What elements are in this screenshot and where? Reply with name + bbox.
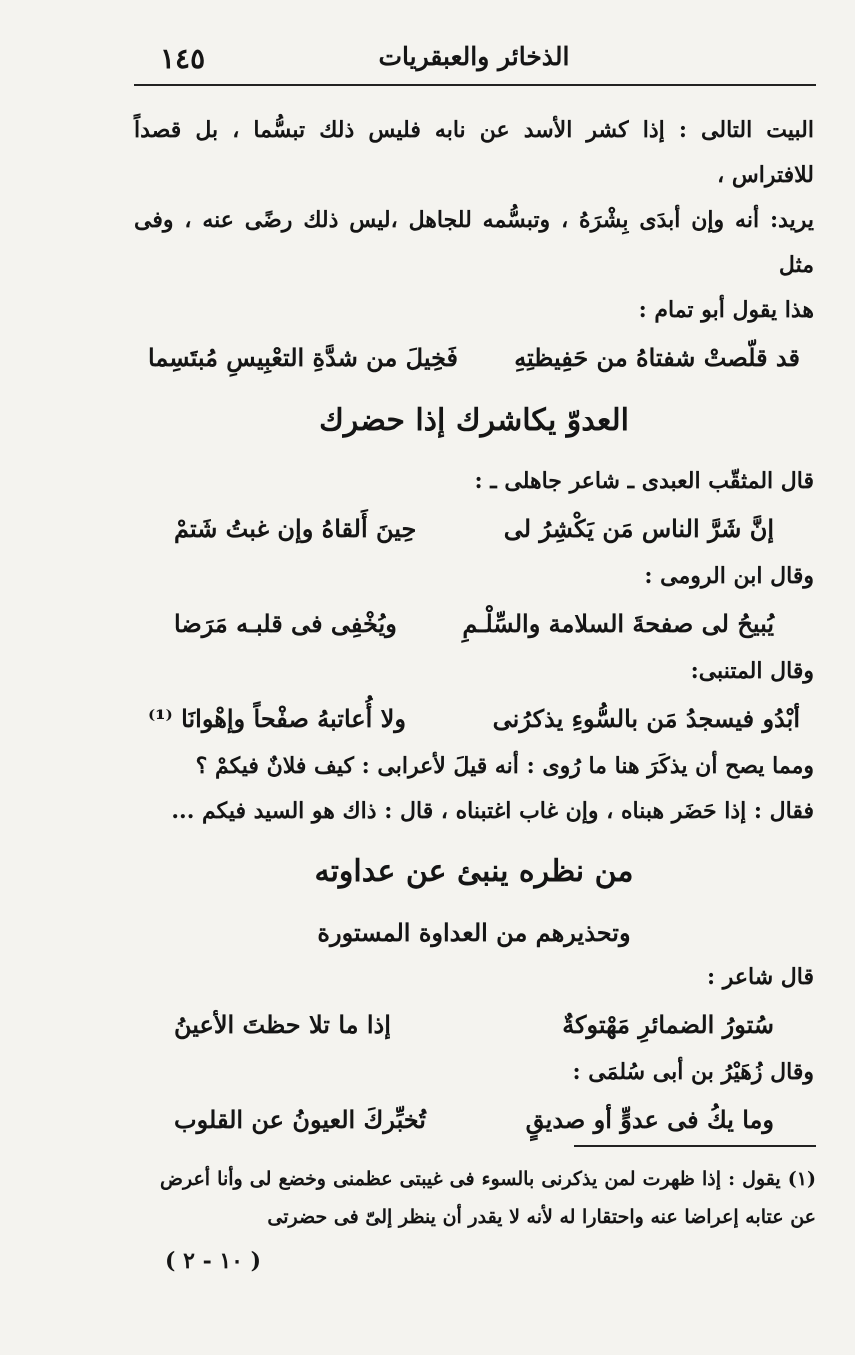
- verse: [134, 1095, 814, 1145]
- paragraph: هذا يقول أبو تمام :: [638, 297, 814, 323]
- paragraph: وقال زُهَيْرُ بن أبى سُلمَى :: [572, 1059, 814, 1085]
- verse-hemistich-second: إذا ما تلا حظتَ الأعينُ: [174, 1010, 391, 1039]
- paragraph: وقال ابن الرومى :: [644, 563, 814, 589]
- verse: [134, 504, 814, 554]
- body-text: [134, 108, 814, 1145]
- verse-hemistich-first: أبْدُو فيسجدُ مَن بالسُّوءِ يذكرُنى: [492, 704, 800, 733]
- verse-hemistich-first: يُبيحُ لى صفحةَ السلامة والسِّلْـمِ: [462, 609, 774, 638]
- signature-mark: ( ١٠ - ٢ ): [165, 1248, 262, 1274]
- verse-hemistich-second: حِينَ أَلقاهُ وإن غبتُ شَتمْ: [174, 514, 417, 543]
- verse-hemistich-second: فَخِيلَ من شدَّةِ التعْبِيسِ مُبتَسِما: [148, 343, 459, 372]
- paragraph: فقال : إذا حَضَر هبناه ، وإن غاب اغتبناه ، قال : ذاك هو السيد فيكم ...: [171, 798, 814, 824]
- header-rule: [134, 84, 816, 86]
- section-subheading: وتحذيرهم من العداوة المستورة: [317, 918, 631, 947]
- verse: [134, 599, 814, 649]
- footnote-rule: [574, 1145, 816, 1147]
- page-number: ١٤٥: [160, 42, 206, 75]
- paragraph: قال المثقّب العبدى ـ شاعر جاهلى ـ :: [474, 468, 814, 494]
- verse-hemistich-second: ولا أُعاتبهُ صفْحاً وإهْوانَا ⁽¹⁾: [148, 704, 406, 733]
- paragraph: وقال المتنبى:: [690, 658, 814, 684]
- page-header: [134, 42, 814, 82]
- section-heading: من نظره ينبئ عن عداوته: [314, 854, 634, 889]
- paragraph: البيت التالى : إذا كشر الأسد عن نابه فليس ذلك تبسُّما ، بل قصداً للافتراس ،: [134, 117, 814, 188]
- verse-hemistich-first: قد قلّصتْ شفتاهُ من حَفِيظتِهِ: [514, 343, 800, 372]
- paragraph: يريد: أنه وإن أبدَى بِشْرَهُ ، وتبسُّمه للجاهل ،ليس ذلك رضًى عنه ، وفى مثل: [134, 207, 814, 278]
- running-title: الذخائر والعبقريات: [378, 42, 570, 71]
- verse: [134, 333, 814, 383]
- verse-hemistich-first: إنَّ شَرَّ الناس مَن يَكْشِرُ لى: [503, 514, 774, 543]
- footnote: (١) يقول : إذا ظهرت لمن يذكرنى بالسوء فى غيبتى عظمنى وخضع لى وأنا أعرض عن عتابه إعراضا عنه واحتقارا له لأنه لا يقدر أن ينظر إلىّ فى حضرتى: [160, 1168, 816, 1228]
- verse-hemistich-first: سُتورُ الضمائرِ مَهْتوكةٌ: [562, 1010, 774, 1039]
- verse: [134, 694, 814, 744]
- verse: [134, 1000, 814, 1050]
- verse-hemistich-second: ويُخْفِى فى قلبـه مَرَضا: [174, 609, 397, 638]
- paragraph: قال شاعر :: [706, 964, 814, 990]
- paragraph: ومما يصح أن يذكَرَ هنا ما رُوى : أنه قيلَ لأعرابى : كيف فلانٌ فيكمْ ؟: [195, 753, 814, 779]
- verse-hemistich-second: تُخبِّركَ العيونُ عن القلوب: [174, 1105, 426, 1134]
- verse-hemistich-first: وما يكُ فى عدوٍّ أو صديقٍ: [525, 1105, 774, 1134]
- section-heading: العدوّ يكاشرك إذا حضرك: [319, 403, 629, 438]
